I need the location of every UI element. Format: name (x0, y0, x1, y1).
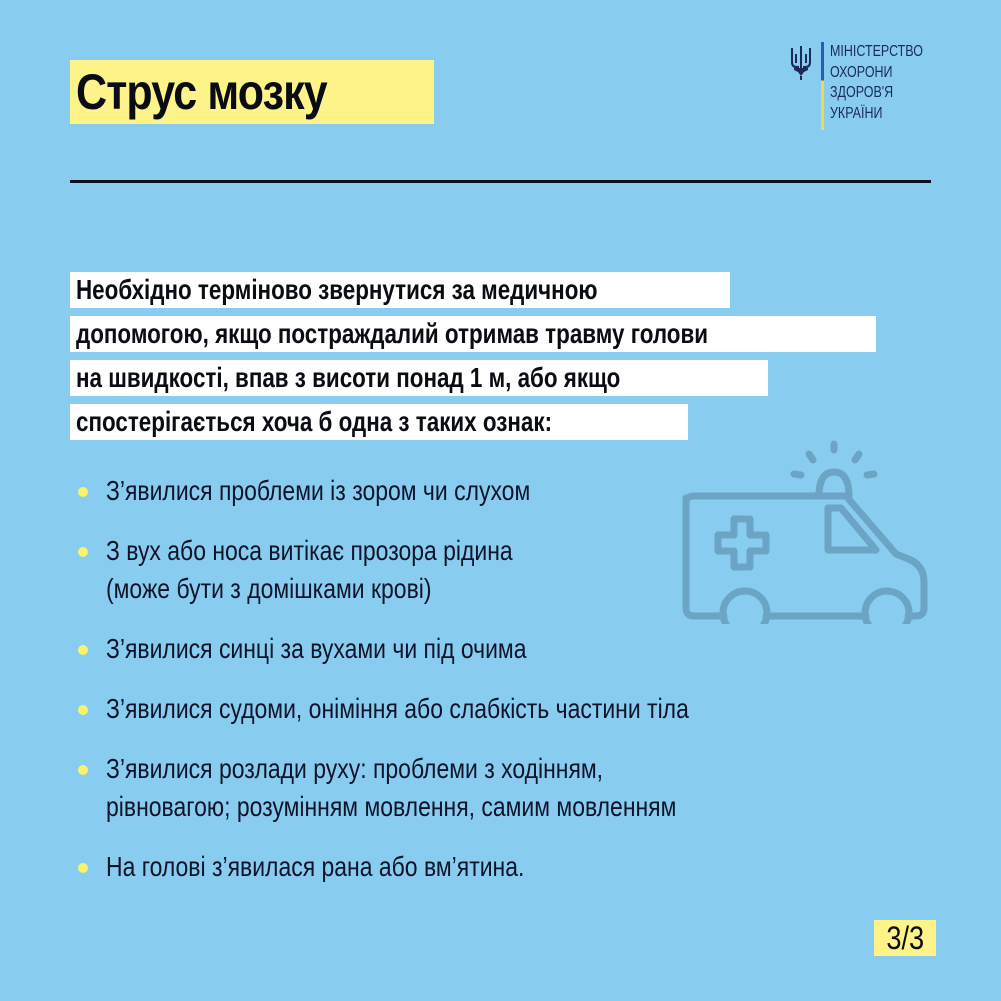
intro-line (70, 360, 768, 396)
intro-line-text: на швидкості, впав з висоти понад 1 м, або якщо (76, 362, 621, 393)
list-item (78, 848, 878, 886)
bullet-dot-icon (78, 705, 88, 715)
symptom-text: З’явилися проблеми із зором чи слухом (106, 475, 531, 506)
bullet-dot-icon (78, 547, 88, 557)
bullet-dot-icon (78, 487, 88, 497)
bullet-dot-icon (78, 863, 88, 873)
intro-line-text: Необхідно терміново звернутися за медичною (76, 274, 598, 305)
symptoms-list (78, 472, 878, 908)
ministry-name-line: МІНІСТЕРСТВО (830, 43, 923, 60)
symptom-text: З’явилися синці за вухами чи під очима (106, 633, 527, 664)
list-item (78, 472, 878, 510)
bullet-dot-icon (78, 645, 88, 655)
symptom-text: рівновагою; розумінням мовлення, самим мовленням (106, 791, 677, 822)
list-item (78, 532, 878, 608)
symptom-text: З вух або носа витікає прозора рідина (106, 535, 513, 566)
ministry-name-line: ЗДОРОВ'Я (830, 84, 894, 101)
page-indicator (874, 920, 936, 956)
symptom-text: (може бути з домішками крові) (106, 573, 432, 604)
page-title: Струс мозку (76, 64, 327, 120)
symptom-text: З’явилися розлади руху: проблеми з ходінням, (106, 753, 604, 784)
intro-line (70, 404, 688, 440)
symptom-text: На голові з’явилася рана або вм’ятина. (106, 851, 525, 882)
intro-line-text: допомогою, якщо постраждалий отримав травму голови (76, 318, 709, 349)
ministry-logo (790, 42, 949, 130)
intro-line (70, 272, 730, 308)
header-divider (70, 180, 931, 183)
page-indicator-label: 3/3 (886, 919, 924, 956)
intro-line-text: спостерігається хоча б одна з таких ознак: (76, 406, 553, 437)
ministry-name (830, 42, 923, 124)
logo-color-bar (821, 42, 824, 130)
intro-paragraph (70, 272, 876, 448)
ministry-name-line: УКРАЇНИ (830, 104, 883, 122)
bullet-dot-icon (78, 765, 88, 775)
trident-icon (790, 46, 812, 80)
page-title-highlight (70, 60, 434, 124)
list-item (78, 690, 878, 728)
intro-line (70, 316, 876, 352)
ministry-name-line: ОХОРОНИ (830, 63, 893, 81)
list-item (78, 750, 878, 826)
list-item (78, 630, 878, 668)
symptom-text: З’явилися судоми, оніміння або слабкість частини тіла (106, 693, 689, 724)
